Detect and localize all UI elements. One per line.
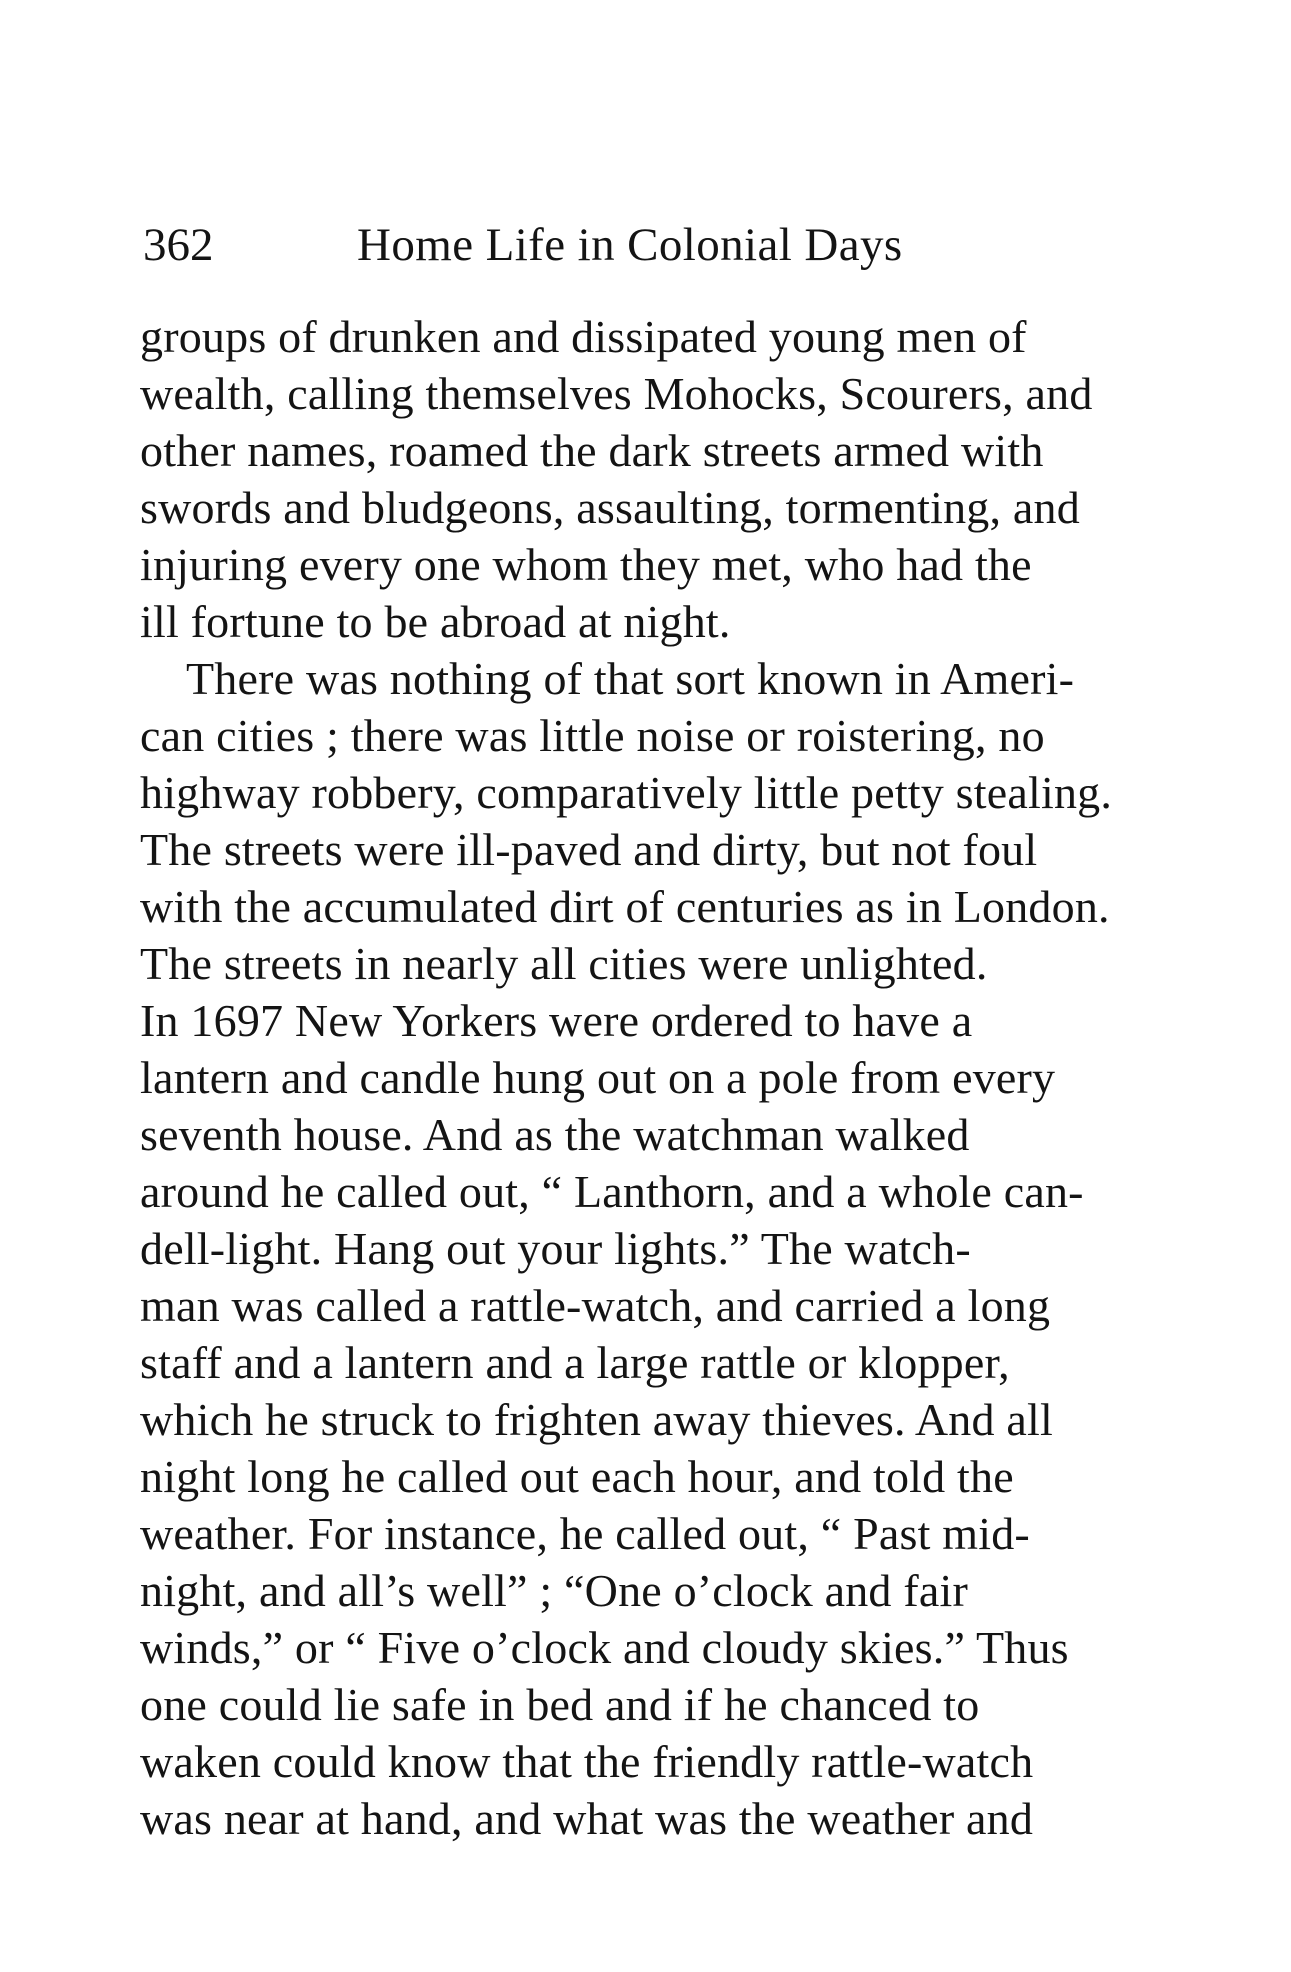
text-line: The streets were ill-paved and dirty, but not foul <box>140 824 1038 875</box>
paragraph-first-line: There was nothing of that sort known in Ameri- <box>186 653 1075 704</box>
text-line: In 1697 New Yorkers were ordered to have a <box>140 995 973 1046</box>
text-line: man was called a rattle-watch, and carried a long <box>140 1280 1051 1331</box>
text-line: one could lie safe in bed and if he chanced to <box>140 1679 980 1730</box>
text-line: wealth, calling themselves Mohocks, Scourers, and <box>140 368 1093 419</box>
text-line: seventh house. And as the watchman walked <box>140 1109 970 1160</box>
book-title: Home Life in Colonial Days <box>357 219 903 271</box>
text-line: highway robbery, comparatively little petty stealing. <box>140 767 1113 818</box>
text-line: groups of drunken and dissipated young men of <box>140 311 1027 362</box>
text-line: night, and all’s well” ; “One o’clock and fair <box>140 1565 968 1616</box>
text-line: around he called out, “ Lanthorn, and a whole can- <box>140 1166 1084 1217</box>
text-line: with the accumulated dirt of centuries as in London. <box>140 881 1110 932</box>
text-line: staff and a lantern and a large rattle or klopper, <box>140 1337 1010 1388</box>
text-line: winds,” or “ Five o’clock and cloudy skies.” Thus <box>140 1622 1069 1673</box>
text-line: other names, roamed the dark streets armed with <box>140 425 1044 476</box>
text-line: ill fortune to be abroad at night. <box>140 596 731 647</box>
text-line: can cities ; there was little noise or roistering, no <box>140 710 1045 761</box>
text-line: The streets in nearly all cities were unlighted. <box>140 938 988 989</box>
body-text <box>140 308 1210 1847</box>
page-number: 362 <box>143 219 214 271</box>
text-line: which he struck to frighten away thieves. And all <box>140 1394 1053 1445</box>
text-line: injuring every one whom they met, who had the <box>140 539 1032 590</box>
text-line: weather. For instance, he called out, “ Past mid- <box>140 1508 1030 1559</box>
text-line: dell-light. Hang out your lights.” The watch- <box>140 1223 971 1274</box>
text-line: waken could know that the friendly rattle-watch <box>140 1736 1034 1787</box>
text-line: lantern and candle hung out on a pole from every <box>140 1052 1056 1103</box>
running-head <box>143 213 1153 277</box>
text-line: was near at hand, and what was the weather and <box>140 1793 1034 1844</box>
text-line: night long he called out each hour, and told the <box>140 1451 1014 1502</box>
text-line: swords and bludgeons, assaulting, tormenting, and <box>140 482 1080 533</box>
